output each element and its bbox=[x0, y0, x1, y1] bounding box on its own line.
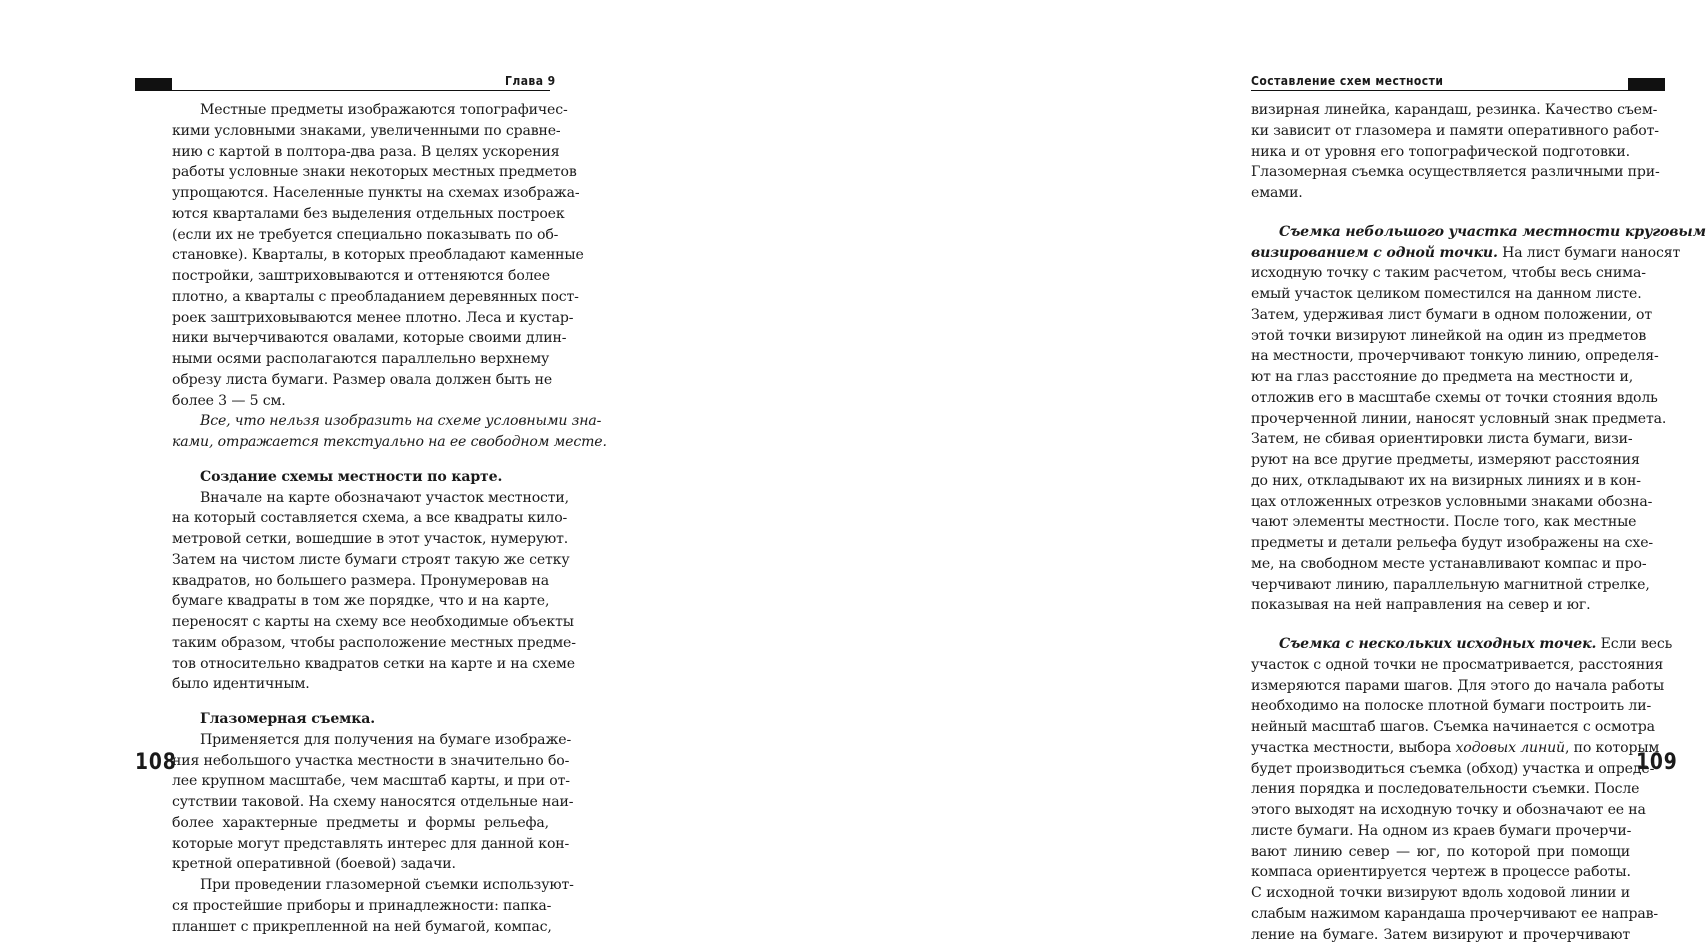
text-run: ходовых линий bbox=[1455, 740, 1565, 756]
text-line bbox=[172, 550, 549, 571]
text-run: показывая на ней направления на север и юг. bbox=[1251, 597, 1590, 613]
text-run: планшет с прикрепленной на ней бумагой, компас, bbox=[172, 919, 552, 935]
text-line bbox=[1251, 634, 1630, 655]
text-run: участка местности, выбора bbox=[1251, 740, 1455, 756]
text-run: черчивают линию, параллельную магнитной стрелке, bbox=[1251, 577, 1650, 593]
text-run: ния небольшого участка местности в значительно бо- bbox=[172, 753, 569, 769]
text-run: Все, что нельзя изобразить на схеме условными зна- bbox=[200, 413, 601, 429]
text-run: Затем, удерживая лист бумаги в одном положении, от bbox=[1251, 307, 1652, 323]
text-line bbox=[1251, 492, 1630, 513]
text-run: таким образом, чтобы расположение местных предме- bbox=[172, 635, 576, 651]
text-line bbox=[172, 287, 549, 308]
text-run: участок с одной точки не просматривается, расстояния bbox=[1251, 657, 1663, 673]
text-line bbox=[172, 245, 549, 266]
paragraph-gap bbox=[172, 695, 549, 709]
text-line bbox=[1251, 429, 1630, 450]
text-line bbox=[1251, 326, 1630, 347]
text-run: визирная линейка, карандаш, резинка. Качество съем- bbox=[1251, 102, 1657, 118]
text-run: нейный масштаб шагов. Съемка начинается с осмотра bbox=[1251, 719, 1655, 735]
text-line bbox=[172, 467, 549, 488]
text-line bbox=[172, 875, 549, 896]
text-run: Если весь bbox=[1596, 636, 1672, 652]
text-line bbox=[1251, 676, 1630, 697]
text-run: Глазомерная съемка. bbox=[200, 711, 375, 727]
header-rule-right bbox=[1251, 90, 1665, 91]
text-run: Создание схемы местности по карте. bbox=[200, 469, 502, 485]
text-line bbox=[1251, 284, 1630, 305]
text-line bbox=[1251, 512, 1630, 533]
text-line bbox=[172, 730, 549, 751]
text-line bbox=[172, 674, 549, 695]
text-line bbox=[172, 349, 549, 370]
text-run: этой точки визируют линейкой на один из предметов bbox=[1251, 328, 1646, 344]
text-run: метровой сетки, вошедшие в этот участок, нумеруют. bbox=[172, 531, 568, 547]
text-run: было идентичным. bbox=[172, 676, 310, 692]
text-run: тов относительно квадратов сетки на карте и на схеме bbox=[172, 656, 575, 672]
text-run: исходную точку с таким расчетом, чтобы весь снима- bbox=[1251, 265, 1646, 281]
text-line bbox=[172, 896, 549, 917]
text-run: ются кварталами без выделения отдельных построек bbox=[172, 206, 565, 222]
section-header: Составление схем местности bbox=[1251, 74, 1443, 88]
text-run: компаса ориентируется чертеж в процессе работы. bbox=[1251, 864, 1631, 880]
text-line bbox=[1251, 779, 1630, 800]
text-line bbox=[1251, 925, 1630, 945]
text-line bbox=[172, 162, 549, 183]
text-line bbox=[1251, 243, 1630, 264]
text-run: ся простейшие приборы и принадлежности: папка- bbox=[172, 898, 551, 914]
text-run: переносят с карты на схему все необходимые объекты bbox=[172, 614, 574, 630]
text-run: ют на глаз расстояние до предмета на местности и, bbox=[1251, 369, 1633, 385]
text-run: вают линию север — юг, по которой при помощи bbox=[1251, 844, 1630, 860]
text-run: ление на бумаге. Затем визируют и прочерчивают bbox=[1251, 927, 1630, 943]
chapter-header: Глава 9 bbox=[505, 74, 556, 88]
text-line bbox=[172, 813, 549, 834]
text-line bbox=[1251, 409, 1630, 430]
text-run: Местные предметы изображаются топографичес- bbox=[200, 102, 568, 118]
text-line bbox=[172, 142, 549, 163]
text-run: ками, отражается текстуально на ее свободном месте. bbox=[172, 434, 607, 450]
text-line bbox=[172, 633, 549, 654]
text-run: будет производиться съемка (обход) участка и опреде- bbox=[1251, 761, 1654, 777]
right-page-text bbox=[1251, 100, 1630, 945]
left-page-text bbox=[172, 100, 549, 937]
text-line bbox=[1251, 883, 1630, 904]
text-run: При проведении глазомерной съемки используют- bbox=[200, 877, 574, 893]
text-run: Применяется для получения на бумаге изображе- bbox=[200, 732, 571, 748]
text-run: необходимо на полоске плотной бумаги построить ли- bbox=[1251, 698, 1651, 714]
text-line bbox=[172, 771, 549, 792]
text-line bbox=[1251, 142, 1630, 163]
text-line bbox=[172, 432, 549, 453]
text-run: обрезу листа бумаги. Размер овала должен быть не bbox=[172, 372, 552, 388]
text-run: ления порядка и последовательности съемки. После bbox=[1251, 781, 1639, 797]
text-run: кими условными знаками, увеличенными по сравне- bbox=[172, 123, 561, 139]
text-run: визированием с одной точки. bbox=[1251, 245, 1498, 261]
text-line bbox=[172, 266, 549, 287]
text-run: измеряются парами шагов. Для этого до начала работы bbox=[1251, 678, 1664, 694]
text-line bbox=[1251, 738, 1630, 759]
text-line bbox=[1251, 595, 1630, 616]
text-line bbox=[1251, 222, 1630, 243]
text-run: Вначале на карте обозначают участок местности, bbox=[200, 490, 569, 506]
text-line bbox=[1251, 183, 1630, 204]
text-line bbox=[172, 508, 549, 529]
text-line bbox=[172, 792, 549, 813]
text-run: (если их не требуется специально показывать по об- bbox=[172, 227, 558, 243]
text-run: сутствии таковой. На схему наносятся отдельные наи- bbox=[172, 794, 573, 810]
paragraph-gap bbox=[172, 453, 549, 467]
left-page bbox=[0, 0, 600, 848]
text-run: квадратов, но большего размера. Пронумеровав на bbox=[172, 573, 549, 589]
text-run: лее крупном масштабе, чем масштаб карты, и при от- bbox=[172, 773, 570, 789]
text-line bbox=[1251, 367, 1630, 388]
text-run: руют на все другие предметы, измеряют расстояния bbox=[1251, 452, 1640, 468]
text-run: отложив его в масштабе схемы от точки стояния вдоль bbox=[1251, 390, 1658, 406]
text-line bbox=[1251, 100, 1630, 121]
text-run: упрощаются. Населенные пункты на схемах изобража- bbox=[172, 185, 579, 201]
text-line bbox=[172, 308, 549, 329]
text-line bbox=[172, 225, 549, 246]
text-run: Затем, не сбивая ориентировки листа бумаги, визи- bbox=[1251, 431, 1633, 447]
text-line bbox=[172, 204, 549, 225]
text-line bbox=[1251, 821, 1630, 842]
text-run: ки зависит от глазомера и памяти оперативного работ- bbox=[1251, 123, 1659, 139]
text-line bbox=[1251, 655, 1630, 676]
text-run: , по которым bbox=[1565, 740, 1659, 756]
text-run: ники вычерчиваются овалами, которые своими длин- bbox=[172, 330, 566, 346]
text-line bbox=[172, 183, 549, 204]
text-run: кретной оперативной (боевой) задачи. bbox=[172, 856, 456, 872]
text-line bbox=[1251, 346, 1630, 367]
text-line bbox=[1251, 575, 1630, 596]
text-line bbox=[1251, 862, 1630, 883]
paragraph-gap bbox=[1251, 204, 1630, 222]
right-page bbox=[600, 0, 1200, 848]
text-run: этого выходят на исходную точку и обозначают ее на bbox=[1251, 802, 1646, 818]
text-run: более 3 — 5 см. bbox=[172, 393, 286, 409]
text-run: постройки, заштриховываются и оттеняются более bbox=[172, 268, 550, 284]
text-run: становке). Кварталы, в которых преобладают каменные bbox=[172, 247, 584, 263]
text-line bbox=[172, 591, 549, 612]
text-line bbox=[172, 571, 549, 592]
text-line bbox=[172, 370, 549, 391]
text-line bbox=[172, 854, 549, 875]
text-line bbox=[1251, 800, 1630, 821]
text-run: которые могут представлять интерес для данной кон- bbox=[172, 836, 569, 852]
text-run: на который составляется схема, а все квадраты кило- bbox=[172, 510, 567, 526]
text-line bbox=[1251, 904, 1630, 925]
text-line bbox=[172, 751, 549, 772]
text-line bbox=[1251, 717, 1630, 738]
text-run: до них, откладывают их на визирных линиях и в кон- bbox=[1251, 473, 1641, 489]
text-run: прочерченной линии, наносят условный знак предмета. bbox=[1251, 411, 1666, 427]
text-line bbox=[1251, 842, 1630, 863]
text-run: на местности, прочерчивают тонкую линию, определя- bbox=[1251, 348, 1659, 364]
text-line bbox=[1251, 388, 1630, 409]
text-run: ными осями располагаются параллельно верхнему bbox=[172, 351, 549, 367]
text-run: ника и от уровня его топографической подготовки. bbox=[1251, 144, 1630, 160]
text-run: бумаге квадраты в том же порядке, что и на карте, bbox=[172, 593, 549, 609]
text-run: нию с картой в полтора-два раза. В целях ускорения bbox=[172, 144, 560, 160]
text-run: листе бумаги. На одном из краев бумаги прочерчи- bbox=[1251, 823, 1631, 839]
text-line bbox=[1251, 471, 1630, 492]
text-run: роек заштриховываются менее плотно. Леса и кустар- bbox=[172, 310, 573, 326]
text-line bbox=[1251, 162, 1630, 183]
text-run: Съемка с нескольких исходных точек. bbox=[1279, 636, 1596, 652]
text-line bbox=[172, 391, 549, 412]
text-line bbox=[172, 612, 549, 633]
text-run: ме, на свободном месте устанавливают компас и про- bbox=[1251, 556, 1646, 572]
text-line bbox=[1251, 121, 1630, 142]
page-number-right: 109 bbox=[1636, 750, 1678, 775]
page-number-left: 108 bbox=[135, 750, 177, 775]
text-line bbox=[172, 917, 549, 938]
text-run: работы условные знаки некоторых местных предметов bbox=[172, 164, 577, 180]
text-line bbox=[172, 654, 549, 675]
text-line bbox=[1251, 305, 1630, 326]
text-run: более характерные предметы и формы рельефа, bbox=[172, 815, 549, 831]
text-line bbox=[172, 529, 549, 550]
text-run: слабым нажимом карандаша прочерчивают ее направ- bbox=[1251, 906, 1658, 922]
text-line bbox=[172, 100, 549, 121]
text-run: Глазомерная съемка осуществляется различными при- bbox=[1251, 164, 1660, 180]
text-line bbox=[172, 834, 549, 855]
text-run: плотно, а кварталы с преобладанием деревянных пост- bbox=[172, 289, 579, 305]
text-line bbox=[172, 328, 549, 349]
text-run: С исходной точки визируют вдоль ходовой линии и bbox=[1251, 885, 1630, 901]
text-line bbox=[172, 488, 549, 509]
text-run: емами. bbox=[1251, 185, 1303, 201]
header-rule-left bbox=[135, 90, 550, 91]
text-run: емый участок целиком поместился на данном листе. bbox=[1251, 286, 1642, 302]
text-run: Затем на чистом листе бумаги строят такую же сетку bbox=[172, 552, 569, 568]
text-run: цах отложенных отрезков условными знаками обозна- bbox=[1251, 494, 1652, 510]
text-line bbox=[172, 709, 549, 730]
text-run: чают элементы местности. После того, как местные bbox=[1251, 514, 1636, 530]
text-line bbox=[1251, 554, 1630, 575]
text-line bbox=[1251, 263, 1630, 284]
text-line bbox=[1251, 533, 1630, 554]
text-run: предметы и детали рельефа будут изображены на схе- bbox=[1251, 535, 1653, 551]
text-line bbox=[1251, 696, 1630, 717]
text-run: Съемка небольшого участка местности круговым bbox=[1279, 224, 1706, 240]
text-line bbox=[172, 121, 549, 142]
text-line bbox=[1251, 759, 1630, 780]
text-line bbox=[172, 411, 549, 432]
paragraph-gap bbox=[1251, 616, 1630, 634]
text-line bbox=[1251, 450, 1630, 471]
text-run: На лист бумаги наносят bbox=[1498, 245, 1680, 261]
